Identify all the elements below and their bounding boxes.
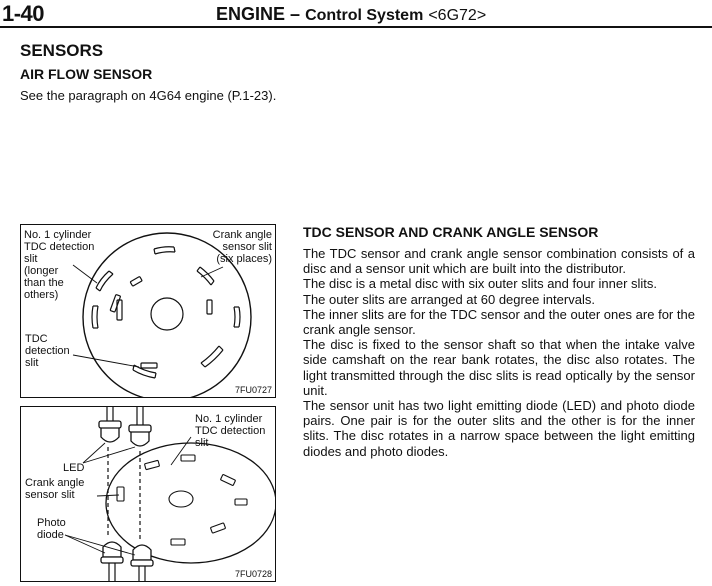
disc-slits: [117, 455, 247, 545]
header-title-model: <6G72>: [428, 7, 487, 24]
tdc-paragraph: The inner slits are for the TDC sensor and the outer ones are for the crank angle sensor.: [303, 306, 695, 338]
leader-lines: [73, 265, 223, 367]
tdc-paragraph: The disc is a metal disc with six outer slits and four inner slits.: [303, 276, 658, 292]
header-rule: [0, 26, 712, 28]
header-title-sub: Control System: [305, 7, 424, 24]
figure-disc-top-view: [20, 224, 276, 398]
section-heading-sensors: SENSORS: [20, 41, 104, 60]
inner-slits: [110, 276, 212, 368]
label-no1-cylinder-tdc-slit: No. 1 cylinder TDC detection slit: [195, 413, 266, 449]
figure-id: 7FU0728: [234, 569, 272, 579]
label-led: LED: [63, 462, 85, 474]
led-units: [99, 421, 151, 446]
label-photo-diode: Photo diode: [37, 517, 66, 541]
subheading-air-flow-sensor: AIR FLOW SENSOR: [20, 66, 153, 82]
tdc-paragraph: The TDC sensor and crank angle sensor combination consists of a disc and a sensor unit which are built into the distributor.: [303, 246, 695, 277]
photo-diode-units: [101, 542, 153, 566]
label-crank-angle-sensor-slit: Crank angle sensor slit: [25, 477, 85, 501]
tdc-paragraph: The disc is fixed to the sensor shaft so that when the intake valve side camshaft on the rear bank rotates, the disc also rotates. The light transmitted through the disc slits is read optically by the sensor unit.: [303, 337, 695, 398]
air-flow-sensor-text: See the paragraph on 4G64 engine (P.1-23).: [20, 88, 277, 103]
label-crank-angle-sensor-slit: Crank angle sensor slit (six places): [212, 229, 272, 265]
page-number: 1-40: [2, 1, 45, 26]
header-title-main: ENGINE: [216, 4, 286, 24]
header-title: [216, 4, 486, 25]
label-no1-cylinder-tdc-slit: No. 1 cylinder TDC detection slit (longer than the others): [24, 229, 95, 301]
tdc-paragraph: The sensor unit has two light emitting diode (LED) and photo diode pairs. One pair is for the outer slits and the other is for the inner slits. The disc rotates in a narrow space between the light emitting diodes and photo diodes.: [303, 398, 695, 459]
page-header: [0, 0, 712, 26]
header-title-dash: –: [290, 4, 301, 24]
tdc-section-body: [303, 246, 695, 459]
figure-id: 7FU0727: [234, 385, 272, 395]
tdc-paragraph: The outer slits are arranged at 60 degree intervals.: [303, 291, 595, 307]
label-tdc-detection-slit: TDC detection slit: [25, 333, 70, 369]
subheading-tdc-crank-angle-sensor: TDC SENSOR AND CRANK ANGLE SENSOR: [303, 224, 599, 240]
figure-sensor-unit: [20, 406, 276, 582]
